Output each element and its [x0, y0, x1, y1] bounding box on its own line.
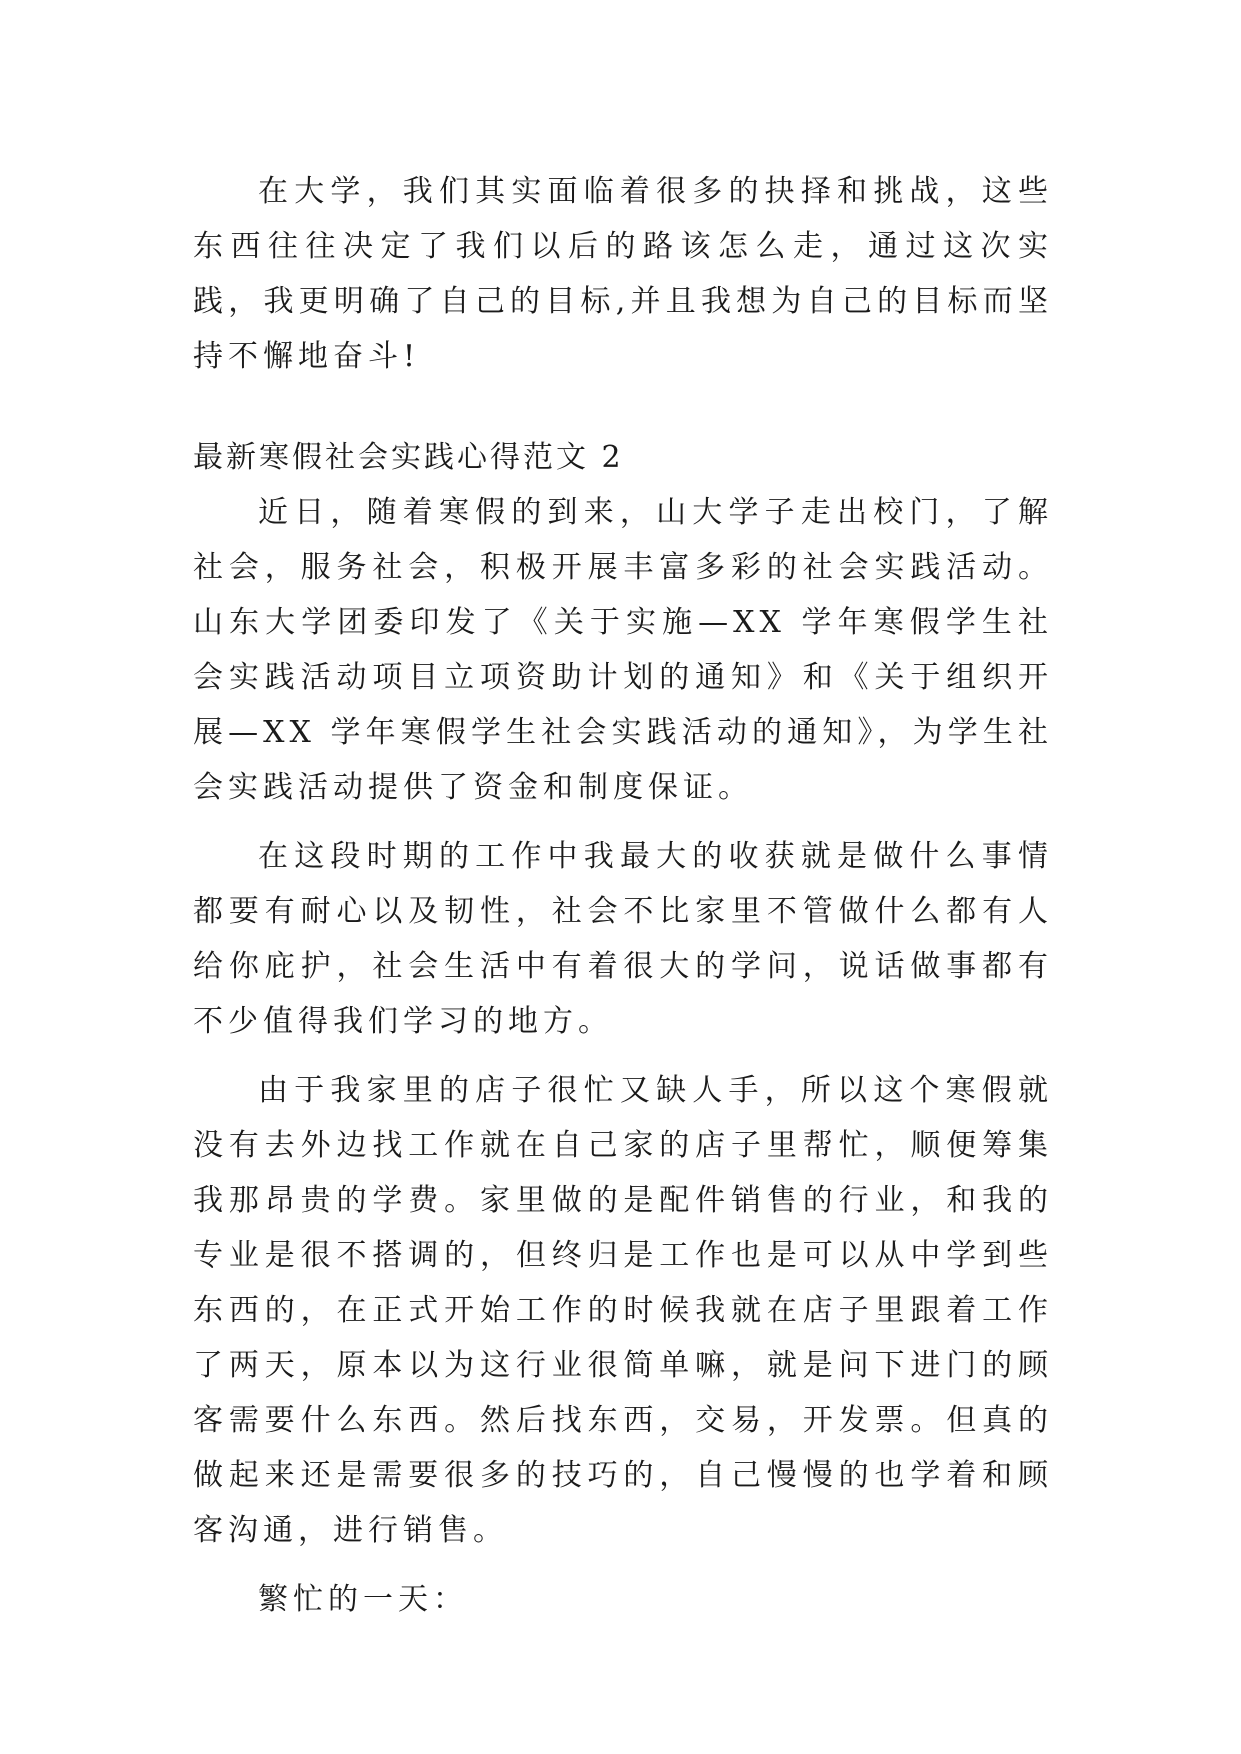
paragraph-spacer: [193, 384, 1053, 430]
intro-paragraph: 在大学，我们其实面临着很多的抉择和挑战，这些东西往往决定了我们以后的路该怎么走，通过这次实践，我更明确了自己的目标,并且我想为自己的目标而坚持不懈地奋斗!: [193, 174, 1053, 374]
body-paragraph-1: 近日，随着寒假的到来，山大学子走出校门，了解社会，服务社会，积极开展丰富多彩的社会实践活动。山东大学团委印发了《关于实施—XX 学年寒假学生社会实践活动项目立项资助计划的通知》和《关于组织开展—XX 学年寒假学生社会实践活动的通知》，为学生社会实践活动提供了资金和制度保证。: [193, 495, 1053, 805]
body-paragraph-2: 在这段时期的工作中我最大的收获就是做什么事情都要有耐心以及韧性，社会不比家里不管做什么都有人给你庇护，社会生活中有着很大的学问，说话做事都有不少值得我们学习的地方。: [193, 839, 1053, 1039]
body-paragraph-3: 由于我家里的店子很忙又缺人手，所以这个寒假就没有去外边找工作就在自己家的店子里帮忙，顺便筹集我那昂贵的学费。家里做的是配件销售的行业，和我的专业是很不搭调的，但终归是工作也是可以从中学到些东西的，在正式开始工作的时候我就在店子里跟着工作了两天，原本以为这行业很简单嘛，就是问下进门的顾客需要什么东西。然后找东西，交易，开发票。但真的做起来还是需要很多的技巧的，自己慢慢的也学着和顾客沟通，进行销售。: [193, 1073, 1053, 1548]
body-paragraph-4: 繁忙的一天：: [258, 1582, 468, 1617]
section-title: 最新寒假社会实践心得范文 2: [193, 440, 624, 475]
document-body: [193, 164, 1053, 1627]
